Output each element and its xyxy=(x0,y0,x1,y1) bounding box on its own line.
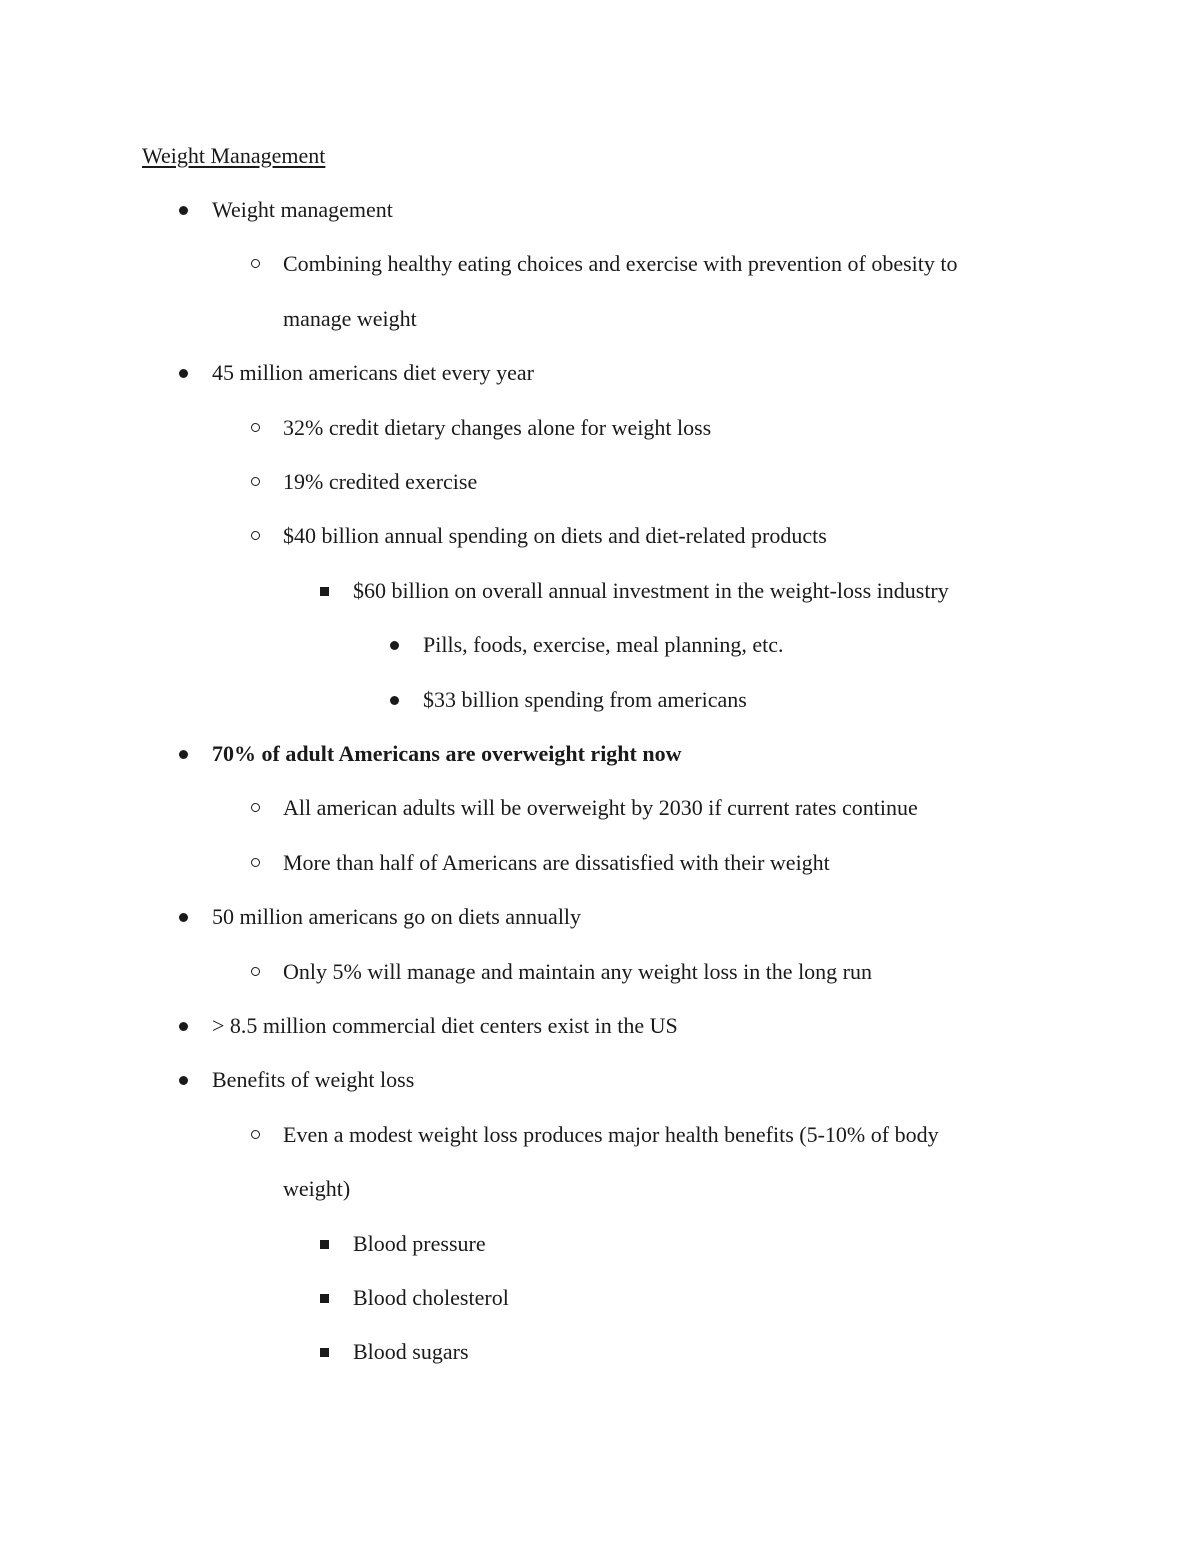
bullet-disc-icon xyxy=(390,641,399,650)
bullet-disc-icon xyxy=(179,1076,188,1085)
list-item-text: All american adults will be overweight by 2030 if current rates continue xyxy=(283,795,918,820)
list-item-text: weight) xyxy=(283,1176,351,1201)
bullet-circle-icon xyxy=(251,477,260,486)
list-item-text: 50 million americans go on diets annually xyxy=(212,904,582,929)
bullet-square-icon xyxy=(320,1294,329,1303)
list-item-text: 45 million americans diet every year xyxy=(212,360,534,385)
list-item-text: 19% credited exercise xyxy=(283,469,478,494)
list-item-text: Blood cholesterol xyxy=(353,1285,509,1310)
list-item-text: 70% of adult Americans are overweight right now xyxy=(212,741,682,766)
bullet-circle-icon xyxy=(251,423,260,432)
bullet-square-icon xyxy=(320,1240,329,1249)
list-item-text: $60 billion on overall annual investment in the weight-loss industry xyxy=(353,578,949,603)
list-item-text: Blood pressure xyxy=(353,1231,486,1256)
bullet-circle-icon xyxy=(251,531,260,540)
bullet-disc-icon xyxy=(179,206,188,215)
list-item-text: Blood sugars xyxy=(353,1339,469,1364)
list-item-text: Benefits of weight loss xyxy=(212,1067,415,1092)
bullet-circle-icon xyxy=(251,259,260,268)
bullet-disc-icon xyxy=(179,750,188,759)
list-item-text: $40 billion annual spending on diets and diet-related products xyxy=(283,523,827,548)
list-item-text: Pills, foods, exercise, meal planning, etc. xyxy=(423,632,784,657)
document-title: Weight Management xyxy=(142,143,326,168)
bullet-disc-icon xyxy=(179,913,188,922)
bullet-circle-icon xyxy=(251,803,260,812)
bullet-square-icon xyxy=(320,587,329,596)
bullet-disc-icon xyxy=(179,369,188,378)
bullet-disc-icon xyxy=(390,696,399,705)
list-item-text: $33 billion spending from americans xyxy=(423,687,747,712)
bullet-square-icon xyxy=(320,1348,329,1357)
bullet-circle-icon xyxy=(251,858,260,867)
list-item-text: > 8.5 million commercial diet centers exist in the US xyxy=(212,1013,678,1038)
list-item-text: Weight management xyxy=(212,197,393,222)
list-item-text: Combining healthy eating choices and exercise with prevention of obesity to xyxy=(283,251,958,276)
list-item-text: manage weight xyxy=(283,306,417,331)
list-item-text: More than half of Americans are dissatisfied with their weight xyxy=(283,850,830,875)
list-item-text: Only 5% will manage and maintain any weight loss in the long run xyxy=(283,959,873,984)
bullet-circle-icon xyxy=(251,967,260,976)
list-item-text: 32% credit dietary changes alone for weight loss xyxy=(283,415,712,440)
bullet-disc-icon xyxy=(179,1022,188,1031)
list-item-text: Even a modest weight loss produces major health benefits (5-10% of body xyxy=(283,1122,939,1147)
bullet-circle-icon xyxy=(251,1130,260,1139)
